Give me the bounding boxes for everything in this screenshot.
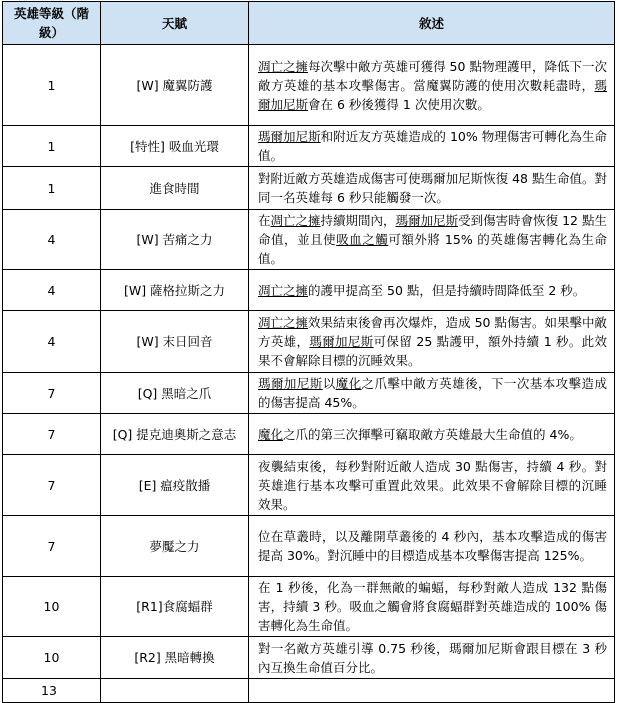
header-talent: 天賦	[101, 2, 249, 45]
description-text: 會在 6 秒後獲得 1 次使用次數。	[308, 96, 490, 112]
keyword-link-text: 凋亡之擁	[258, 58, 309, 74]
hero-level-cell: 7	[3, 414, 101, 455]
talent-name-cell: [W] 魔翼防護	[101, 45, 249, 126]
hero-level-cell: 4	[3, 210, 101, 270]
description-text: 對附近敵方英雄造成傷害可使瑪爾加尼斯恢復 48 點生命值。對同一名英雄每 6 秒只能觸發一次。	[258, 171, 607, 205]
description-text: 以	[322, 376, 336, 391]
description-text: 和附近友方英雄造成的 10% 物理傷害可轉化為生命值。	[258, 129, 607, 163]
hero-level-cell: 4	[3, 311, 101, 373]
keyword-link-text: 瑪爾加尼斯	[309, 334, 374, 349]
keyword-link-text: 魔化	[258, 426, 284, 442]
talent-description-cell	[249, 45, 615, 126]
hero-level-cell: 10	[3, 637, 101, 679]
talent-name-cell: 進食時間	[101, 167, 249, 210]
talent-name-cell: [W] 苦痛之力	[101, 210, 249, 270]
description-text: 之爪擊中敵方英雄後，下一次基本攻擊造成的傷害提高 45%。	[258, 376, 607, 410]
talent-table	[2, 1, 615, 703]
table-row	[3, 679, 615, 703]
talent-name-cell: [Q] 黑暗之爪	[101, 373, 249, 414]
talent-name-cell: [R1]食腐蝠群	[101, 577, 249, 637]
hero-level-cell: 10	[3, 577, 101, 637]
hero-level-cell: 1	[3, 167, 101, 210]
talent-description-cell	[249, 126, 615, 167]
table-row	[3, 414, 615, 455]
table-row	[3, 577, 615, 637]
talent-name-cell: [E] 瘟疫散播	[101, 455, 249, 516]
hero-level-cell: 1	[3, 126, 101, 167]
talent-description-cell	[249, 167, 615, 210]
hero-level-cell: 7	[3, 516, 101, 577]
description-text: 每次擊中敵方英雄可獲得 50 點物理護甲，降低下一次敵方英雄的基本攻擊傷害。當魔翼防護的使用次數耗盡時，	[258, 58, 607, 93]
talent-name-cell: [Q] 提克迪奧斯之意志	[101, 414, 249, 455]
talent-description-cell	[249, 270, 615, 311]
description-text: 可額外將 15% 的英雄傷害轉化為生命值。	[258, 232, 607, 266]
talent-description-cell	[249, 577, 615, 637]
description-text: 可保留 25 點護甲，額外持續 1 秒。此效果不會解除目標的沉睡效果。	[258, 334, 607, 368]
table-row	[3, 45, 615, 126]
talent-description-cell	[249, 455, 615, 516]
keyword-link-text: 凋亡之擁	[258, 315, 309, 330]
table-row	[3, 210, 615, 270]
description-text: 在 1 秒後，化為一群無敵的蝙蝠，每秒對敵人造成 132 點傷害，持續 3 秒。吸血之觸會將食腐蝠群對英雄造成的 100% 傷害轉化為生命值。	[258, 580, 607, 633]
description-text: 的護甲提高至 50 點，但是持續時間降低至 2 秒。	[308, 282, 586, 298]
talent-name-cell: [特性] 吸血光環	[101, 126, 249, 167]
talent-description-cell	[249, 210, 615, 270]
talent-description-cell	[249, 414, 615, 455]
talent-description-cell	[249, 373, 615, 414]
hero-level-cell: 4	[3, 270, 101, 311]
hero-level-cell: 7	[3, 455, 101, 516]
description-text: 持續期間內，	[320, 213, 396, 228]
talent-name-cell: [W] 薩格拉斯之力	[101, 270, 249, 311]
table-row	[3, 516, 615, 577]
table-row	[3, 373, 615, 414]
talent-description-cell	[249, 637, 615, 679]
description-text: 在	[258, 213, 271, 228]
table-row	[3, 311, 615, 373]
table-row	[3, 455, 615, 516]
talent-description-cell	[249, 679, 615, 703]
description-text: 位在草叢時，以及離開草叢後的 4 秒內，基本攻擊造成的傷害提高 30%。對沉睡中的目標造成基本攻擊傷害提高 125%。	[258, 529, 607, 563]
talent-description-cell	[249, 311, 615, 373]
table-row	[3, 126, 615, 167]
description-text: 對一名敵方英雄引導 0.75 秒後，瑪爾加尼斯會跟目標在 3 秒內互換生命值百分比。	[258, 640, 607, 675]
keyword-link-text: 瑪爾加尼斯	[258, 376, 323, 391]
keyword-link-text: 瑪爾加尼斯	[395, 213, 459, 228]
talent-name-cell: [W] 末日回音	[101, 311, 249, 373]
keyword-link-text: 凋亡之擁	[258, 282, 309, 298]
header-level: 英雄等級（階級）	[3, 2, 101, 45]
hero-level-cell: 7	[3, 373, 101, 414]
keyword-link-text: 吸血之觸	[336, 232, 389, 247]
talent-name-cell: 夢魘之力	[101, 516, 249, 577]
hero-level-cell: 1	[3, 45, 101, 126]
description-text: 受到傷害時會恢復 12 點生命值，並且使	[258, 213, 607, 247]
talent-name-cell: [R2] 黑暗轉換	[101, 637, 249, 679]
header-row	[3, 2, 615, 45]
hero-level-cell: 13	[3, 679, 101, 703]
table-row	[3, 167, 615, 210]
talent-name-cell	[101, 679, 249, 703]
table-row	[3, 270, 615, 311]
description-text: 效果結束後會再次爆炸，造成 50 點傷害。如果擊中敵方英雄，	[258, 315, 607, 349]
description-text: 之爪的第三次揮擊可竊取敵方英雄最大生命值的 4%。	[283, 426, 582, 442]
keyword-link-text: 魔化	[335, 376, 362, 391]
table-row	[3, 637, 615, 679]
description-text: 夜襲結束後，每秒對附近敵人造成 30 點傷害，持續 4 秒。對英雄進行基本攻擊可重置此效果。此效果不會解除目標的沉睡效果。	[258, 458, 607, 512]
keyword-link-text: 瑪爾加尼斯	[258, 129, 321, 144]
keyword-link-text: 瑪爾加尼斯	[258, 77, 607, 112]
header-description: 敘述	[249, 2, 615, 45]
keyword-link-text: 凋亡之擁	[270, 213, 321, 228]
talent-description-cell	[249, 516, 615, 577]
